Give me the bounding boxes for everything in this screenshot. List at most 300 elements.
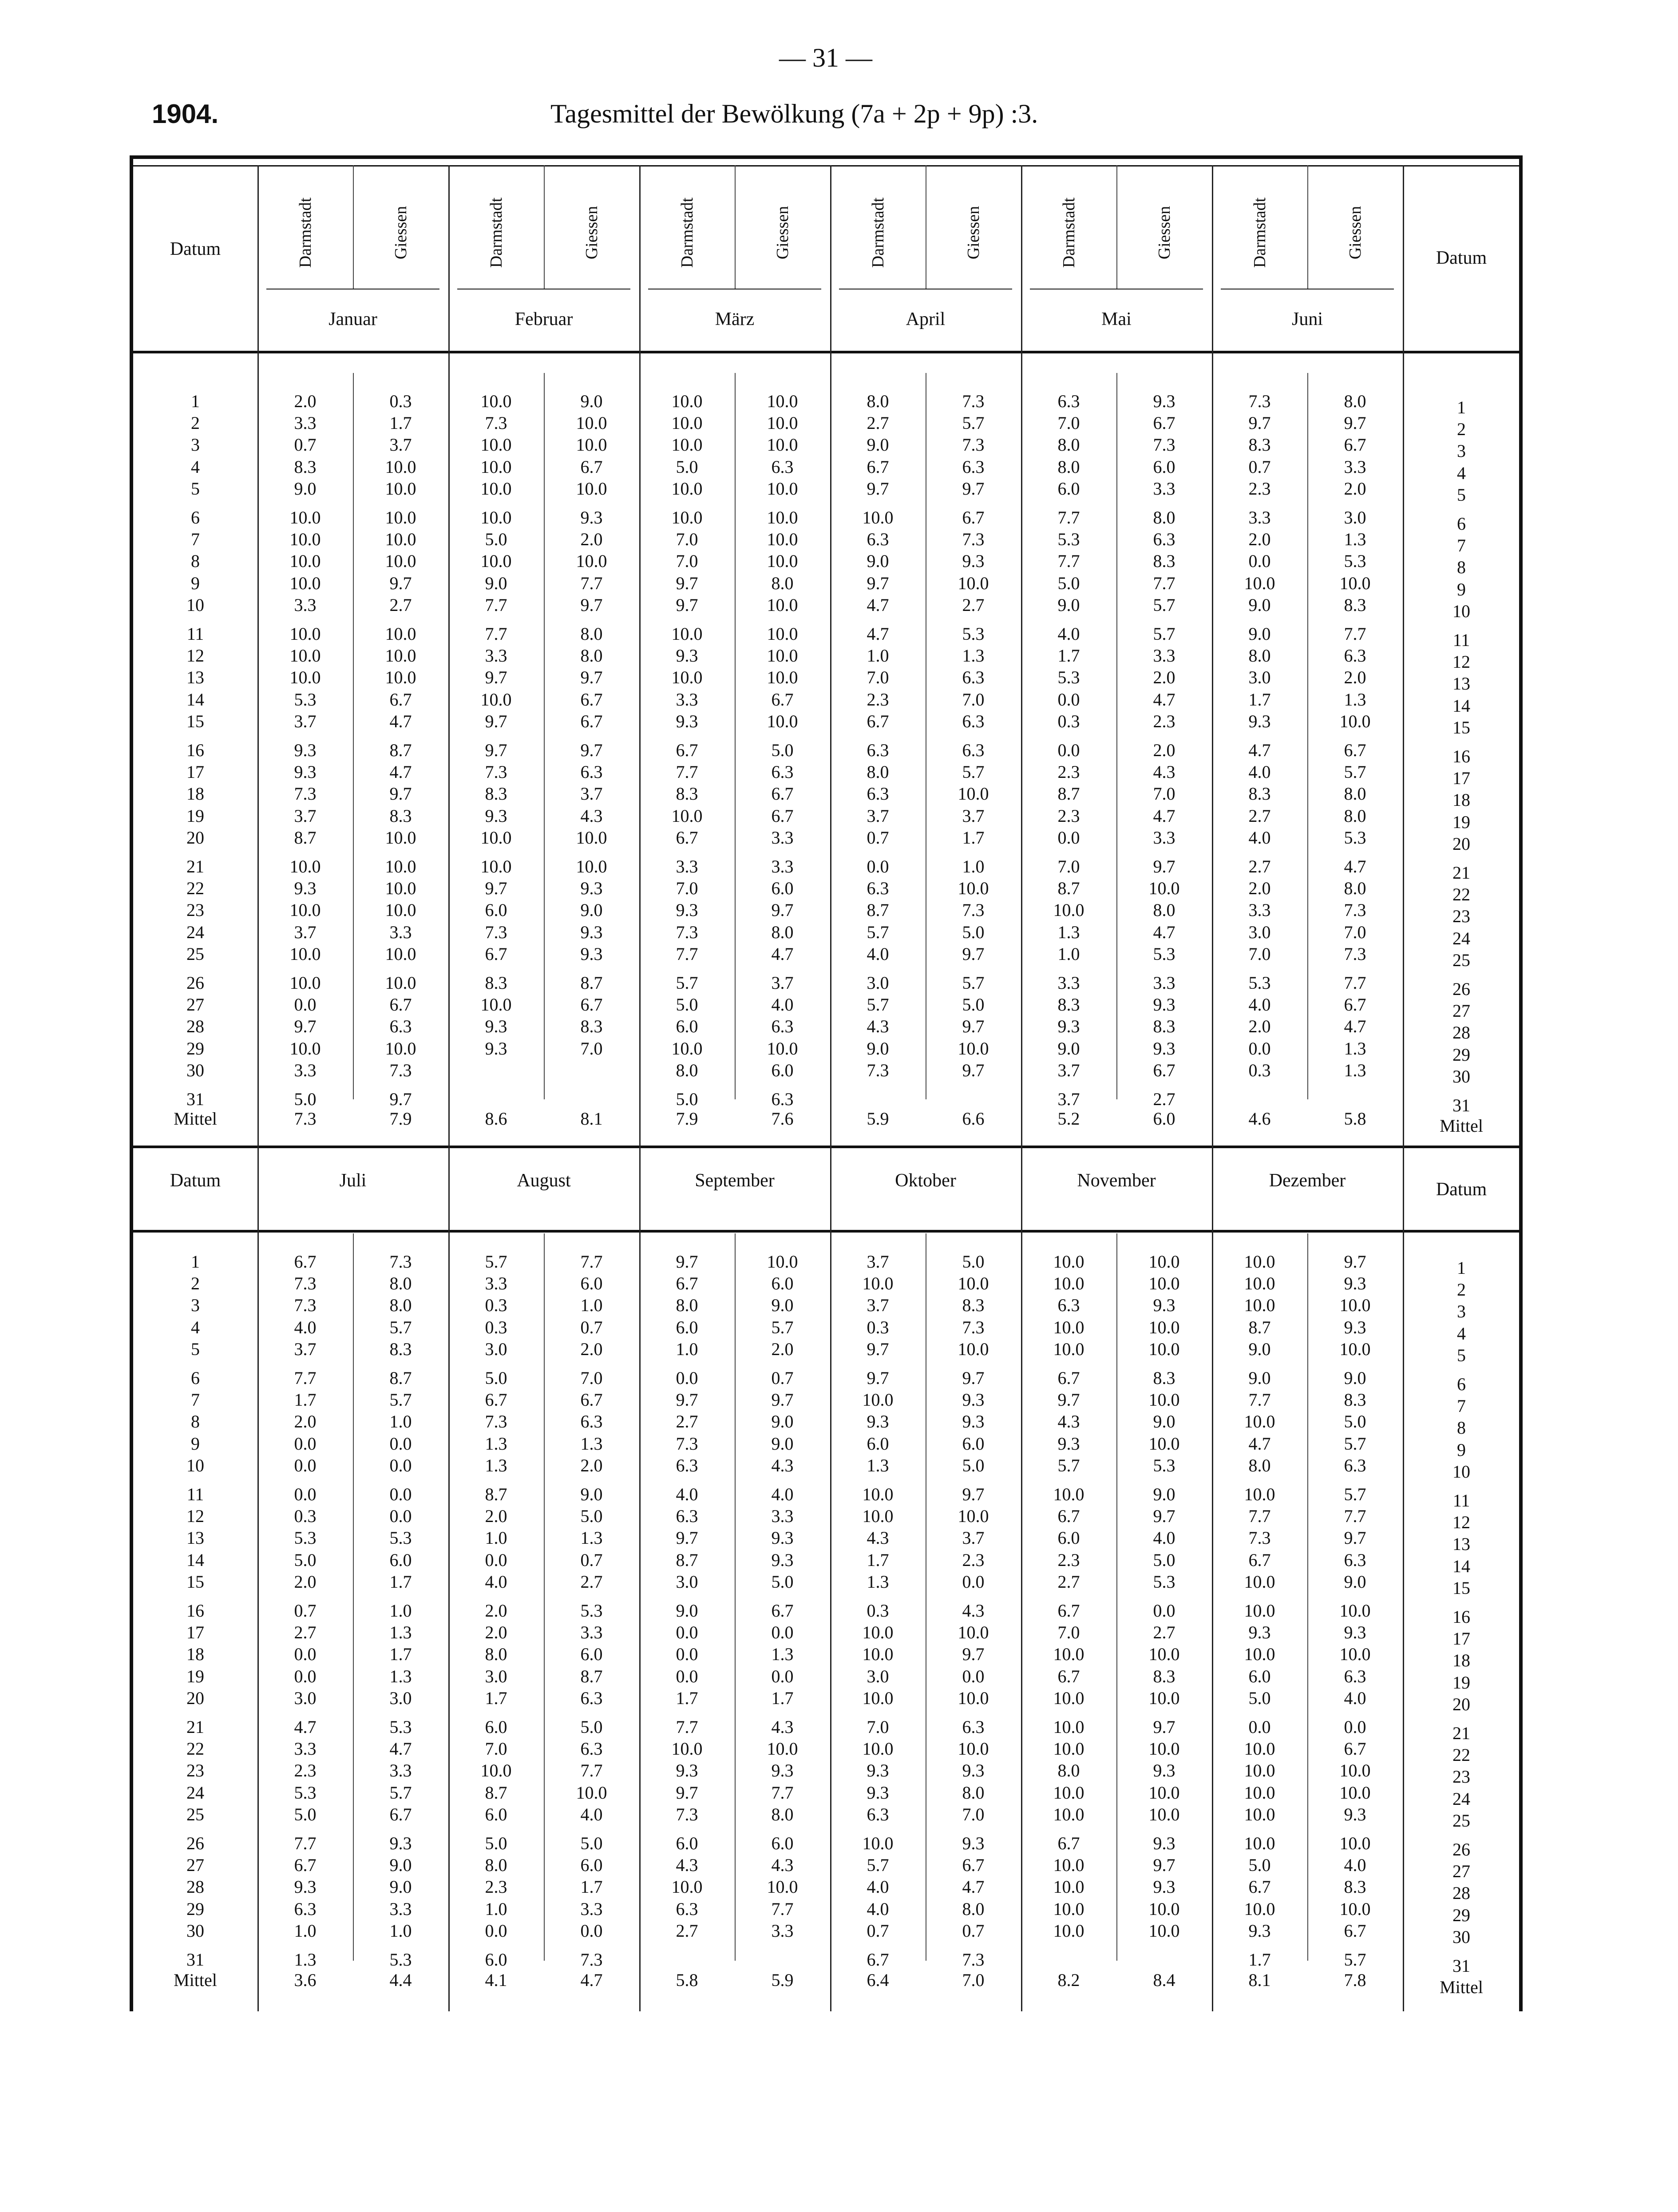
- value-cell: 5.7: [1153, 624, 1175, 644]
- value-cell: 10.0: [767, 624, 798, 644]
- value-cell: 9.3: [1153, 1877, 1175, 1897]
- value-cell: 7.3: [867, 1060, 889, 1080]
- value-cell: 1.3: [867, 1571, 889, 1592]
- value-cell: 1.3: [485, 1433, 507, 1454]
- value-cell: 9.0: [676, 1601, 698, 1621]
- value-cell: 0.0: [1248, 1717, 1271, 1737]
- value-cell: 4.0: [1153, 1528, 1175, 1548]
- value-cell: 9.7: [867, 478, 889, 499]
- value-cell: 6.7: [1057, 1833, 1080, 1853]
- value-cell: 9.7: [962, 943, 985, 964]
- value-cell: 8.3: [1344, 1877, 1366, 1897]
- value-cell: 4.7: [389, 711, 412, 731]
- day-label: 1: [191, 391, 200, 411]
- value-cell: 1.0: [389, 1920, 412, 1941]
- value-cell: 10.0: [385, 667, 416, 688]
- value-cell: 4.7: [1344, 856, 1366, 876]
- value-cell: 7.3: [962, 529, 985, 550]
- value-cell: 9.3: [1153, 1038, 1175, 1058]
- value-cell: 2.0: [1153, 740, 1175, 760]
- value-cell: 2.0: [1248, 1016, 1271, 1037]
- day-label: 16: [186, 740, 204, 760]
- day-label: 17: [1452, 768, 1470, 789]
- value-cell: 7.7: [1344, 624, 1366, 644]
- value-cell: 6.7: [1057, 1601, 1080, 1621]
- day-label: 3: [1457, 1301, 1466, 1322]
- station-header-giessen: Giessen: [964, 206, 983, 260]
- value-cell: 10.0: [671, 507, 703, 527]
- day-label: 5: [1457, 1345, 1466, 1365]
- value-cell: 8.0: [771, 1804, 794, 1824]
- value-cell: 10.0: [1244, 1411, 1275, 1432]
- day-label: 19: [1452, 812, 1470, 832]
- value-cell: 1.0: [294, 1920, 317, 1941]
- value-cell: 5.3: [1344, 827, 1366, 848]
- day-label: 6: [1457, 1374, 1466, 1394]
- value-cell: 6.3: [676, 1899, 698, 1919]
- value-cell: 10.0: [671, 805, 703, 826]
- value-cell: 4.3: [676, 1855, 698, 1875]
- day-label: 8: [1457, 557, 1466, 578]
- value-cell: 0.7: [294, 435, 317, 455]
- value-cell: 7.3: [294, 1295, 317, 1316]
- value-cell: 6.0: [389, 1550, 412, 1570]
- value-cell: 8.3: [676, 784, 698, 804]
- station-header-darmstadt: Darmstadt: [1059, 197, 1078, 268]
- value-cell: 9.7: [389, 784, 412, 804]
- day-label: 31: [1452, 1095, 1470, 1115]
- value-cell: 9.0: [867, 435, 889, 455]
- value-cell: 3.3: [389, 1760, 412, 1781]
- value-cell: 7.3: [485, 762, 507, 782]
- value-cell: 10.0: [1148, 1252, 1180, 1272]
- day-label: 9: [1457, 579, 1466, 599]
- day-label: 1: [1457, 397, 1466, 417]
- value-cell: 9.3: [1248, 711, 1271, 731]
- value-cell: 6.7: [1344, 995, 1366, 1015]
- value-cell: 10.0: [480, 827, 512, 848]
- value-cell: 2.0: [771, 1339, 794, 1359]
- value-cell: 3.7: [389, 435, 412, 455]
- value-cell: 3.0: [676, 1571, 698, 1592]
- day-label: 29: [186, 1899, 204, 1919]
- value-cell: 4.7: [867, 595, 889, 615]
- value-cell: 10.0: [385, 856, 416, 876]
- value-cell: 1.3: [1344, 529, 1366, 550]
- value-cell: 1.0: [389, 1411, 412, 1432]
- value-cell: 6.3: [1153, 529, 1175, 550]
- value-cell: 9.0: [580, 391, 603, 411]
- value-cell: 10.0: [1244, 573, 1275, 593]
- value-cell: 4.0: [1248, 827, 1271, 848]
- value-cell: 1.7: [389, 1644, 412, 1665]
- value-cell: 10.0: [1339, 1644, 1371, 1665]
- value-cell: 5.0: [676, 995, 698, 1015]
- day-label: 22: [186, 1739, 204, 1759]
- value-cell: 9.3: [1344, 1273, 1366, 1294]
- value-cell: 2.0: [1153, 667, 1175, 688]
- rule: [830, 165, 831, 1146]
- value-cell: 10.0: [1339, 573, 1371, 593]
- value-cell: 10.0: [1148, 1390, 1180, 1410]
- value-cell: 6.0: [867, 1433, 889, 1454]
- value-cell: 7.3: [962, 435, 985, 455]
- value-cell: 9.3: [580, 507, 603, 527]
- value-cell: 8.0: [962, 1782, 985, 1803]
- value-cell: 4.0: [485, 1571, 507, 1592]
- value-cell: 3.3: [294, 1739, 317, 1759]
- value-cell: 2.3: [485, 1877, 507, 1897]
- day-label: 5: [191, 1339, 200, 1359]
- value-cell: 5.7: [389, 1317, 412, 1337]
- value-cell: 4.7: [867, 624, 889, 644]
- value-cell: 7.0: [962, 1804, 985, 1824]
- value-cell: 9.7: [962, 1060, 985, 1080]
- value-cell: 5.7: [1057, 1455, 1080, 1475]
- value-cell: 10.0: [289, 551, 321, 571]
- value-cell: 8.7: [580, 1666, 603, 1686]
- value-cell: 9.3: [294, 878, 317, 899]
- value-cell: 8.7: [389, 740, 412, 760]
- value-cell: 3.7: [294, 1339, 317, 1359]
- value-cell: 5.0: [294, 1804, 317, 1824]
- value-cell: 3.0: [294, 1688, 317, 1708]
- value-cell: 3.0: [1248, 667, 1271, 688]
- value-cell: 3.0: [485, 1339, 507, 1359]
- month-header: August: [517, 1170, 571, 1191]
- value-cell: 10.0: [958, 1339, 989, 1359]
- value-cell: 9.7: [962, 478, 985, 499]
- value-cell: 3.3: [1248, 507, 1271, 527]
- value-cell: 2.3: [1057, 1550, 1080, 1570]
- station-header-giessen: Giessen: [773, 206, 792, 260]
- value-cell: 5.3: [389, 1717, 412, 1737]
- value-cell: 6.3: [580, 762, 603, 782]
- day-label: 20: [1452, 1694, 1470, 1714]
- datum-header: Datum: [1436, 248, 1487, 268]
- day-label: 3: [1457, 441, 1466, 461]
- value-cell: 9.3: [485, 805, 507, 826]
- month-header: Oktober: [895, 1170, 956, 1191]
- rule: [639, 1146, 641, 2011]
- value-cell: 8.3: [485, 784, 507, 804]
- value-cell: 10.0: [480, 478, 512, 499]
- value-cell: 0.0: [389, 1484, 412, 1504]
- value-cell: 0.0: [1153, 1601, 1175, 1621]
- value-cell: 7.7: [676, 762, 698, 782]
- value-cell: 9.7: [771, 1390, 794, 1410]
- day-label: 27: [1452, 1861, 1470, 1882]
- value-cell: 5.3: [294, 1528, 317, 1548]
- value-cell: 10.0: [385, 943, 416, 964]
- day-label: 26: [186, 1833, 204, 1853]
- value-cell: 5.0: [294, 1550, 317, 1570]
- mittel-value: 7.9: [676, 1109, 698, 1129]
- value-cell: 7.3: [580, 1950, 603, 1970]
- value-cell: 4.0: [1057, 624, 1080, 644]
- value-cell: 8.0: [485, 1855, 507, 1875]
- value-cell: 3.3: [771, 1920, 794, 1941]
- value-cell: 10.0: [1244, 1601, 1275, 1621]
- day-label: 25: [186, 1804, 204, 1824]
- value-cell: 6.3: [1344, 1666, 1366, 1686]
- value-cell: 5.7: [676, 973, 698, 993]
- value-cell: 7.3: [294, 1273, 317, 1294]
- value-cell: 8.7: [580, 973, 603, 993]
- value-cell: 1.0: [389, 1601, 412, 1621]
- value-cell: 9.3: [867, 1782, 889, 1803]
- value-cell: 8.3: [1344, 1390, 1366, 1410]
- value-cell: 6.7: [1057, 1368, 1080, 1388]
- value-cell: 4.3: [771, 1455, 794, 1475]
- value-cell: 7.7: [580, 1252, 603, 1272]
- value-cell: 2.0: [1248, 878, 1271, 899]
- value-cell: 8.0: [580, 624, 603, 644]
- value-cell: 8.3: [485, 973, 507, 993]
- value-cell: 0.0: [867, 856, 889, 876]
- value-cell: 5.0: [962, 995, 985, 1015]
- day-label: 11: [186, 1484, 204, 1504]
- value-cell: 9.7: [1153, 1717, 1175, 1737]
- value-cell: 0.0: [1248, 1038, 1271, 1058]
- month-header: März: [715, 309, 755, 329]
- value-cell: 2.3: [1057, 805, 1080, 826]
- value-cell: 9.7: [962, 1016, 985, 1037]
- month-header: Dezember: [1269, 1170, 1346, 1191]
- value-cell: 3.3: [1153, 478, 1175, 499]
- day-label: 16: [186, 1601, 204, 1621]
- value-cell: 10.0: [1244, 1899, 1275, 1919]
- value-cell: 0.7: [1248, 456, 1271, 477]
- value-cell: 6.7: [580, 689, 603, 710]
- page-number: — 31 —: [779, 43, 872, 72]
- value-cell: 10.0: [289, 624, 321, 644]
- value-cell: 0.0: [676, 1644, 698, 1665]
- value-cell: 5.3: [294, 1782, 317, 1803]
- value-cell: 10.0: [767, 1038, 798, 1058]
- value-cell: 1.7: [485, 1688, 507, 1708]
- day-label: 30: [1452, 1927, 1470, 1947]
- value-cell: 10.0: [480, 856, 512, 876]
- value-cell: 7.3: [962, 900, 985, 920]
- rule: [1116, 165, 1117, 289]
- value-cell: 10.0: [958, 878, 989, 899]
- rule: [257, 1146, 259, 2011]
- value-cell: 1.7: [771, 1688, 794, 1708]
- value-cell: 3.0: [1248, 922, 1271, 942]
- value-cell: 8.7: [485, 1484, 507, 1504]
- value-cell: 7.7: [1153, 573, 1175, 593]
- value-cell: 6.7: [962, 507, 985, 527]
- day-label: 30: [186, 1060, 204, 1080]
- value-cell: 5.0: [580, 1833, 603, 1853]
- value-cell: 10.0: [671, 667, 703, 688]
- value-cell: 9.0: [580, 1484, 603, 1504]
- value-cell: 4.3: [1057, 1411, 1080, 1432]
- rule: [735, 165, 736, 289]
- value-cell: 4.0: [1248, 995, 1271, 1015]
- value-cell: 8.7: [867, 900, 889, 920]
- day-label: 1: [1457, 1258, 1466, 1278]
- value-cell: 9.3: [1344, 1317, 1366, 1337]
- value-cell: 6.3: [867, 740, 889, 760]
- value-cell: 7.3: [485, 413, 507, 433]
- value-cell: 0.0: [294, 1666, 317, 1686]
- value-cell: 8.7: [676, 1550, 698, 1570]
- value-cell: 5.0: [962, 1252, 985, 1272]
- station-header-darmstadt: Darmstadt: [868, 197, 887, 268]
- value-cell: 8.0: [485, 1644, 507, 1665]
- value-cell: 6.7: [1057, 1506, 1080, 1526]
- value-cell: 10.0: [1244, 1739, 1275, 1759]
- value-cell: 7.7: [1057, 507, 1080, 527]
- value-cell: 9.0: [1248, 595, 1271, 615]
- mittel-value: 5.9: [771, 1970, 794, 1990]
- value-cell: 1.7: [389, 1571, 412, 1592]
- value-cell: 5.0: [771, 1571, 794, 1592]
- value-cell: 0.7: [580, 1550, 603, 1570]
- value-cell: 0.0: [1057, 689, 1080, 710]
- value-cell: 9.7: [580, 740, 603, 760]
- value-cell: 5.7: [389, 1782, 412, 1803]
- value-cell: 10.0: [1053, 900, 1084, 920]
- value-cell: 10.0: [767, 646, 798, 666]
- day-label: 31: [186, 1950, 204, 1970]
- value-cell: 10.0: [862, 1484, 894, 1504]
- value-cell: 10.0: [671, 435, 703, 455]
- month-header: Mai: [1101, 309, 1132, 329]
- value-cell: 6.7: [771, 784, 794, 804]
- value-cell: 8.0: [1344, 784, 1366, 804]
- value-cell: 1.7: [962, 827, 985, 848]
- value-cell: 10.0: [1339, 1760, 1371, 1781]
- value-cell: 3.3: [676, 689, 698, 710]
- value-cell: 1.0: [485, 1899, 507, 1919]
- value-cell: 10.0: [576, 827, 607, 848]
- value-cell: 10.0: [289, 507, 321, 527]
- day-label: 13: [1452, 1534, 1470, 1554]
- value-cell: 5.7: [867, 995, 889, 1015]
- value-cell: 5.0: [580, 1506, 603, 1526]
- day-label: 10: [186, 595, 204, 615]
- value-cell: 10.0: [1244, 1760, 1275, 1781]
- value-cell: 2.0: [294, 1571, 317, 1592]
- value-cell: 10.0: [480, 551, 512, 571]
- value-cell: 3.7: [580, 784, 603, 804]
- datum-header: Datum: [1436, 1179, 1487, 1200]
- value-cell: 10.0: [480, 456, 512, 477]
- rule: [1403, 165, 1404, 1146]
- value-cell: 1.3: [389, 1666, 412, 1686]
- value-cell: 4.0: [771, 1484, 794, 1504]
- value-cell: 3.0: [867, 1666, 889, 1686]
- value-cell: 1.3: [1344, 1038, 1366, 1058]
- value-cell: 10.0: [767, 529, 798, 550]
- day-label: 19: [186, 805, 204, 826]
- day-label: 7: [191, 1390, 200, 1410]
- day-label: 22: [186, 878, 204, 899]
- value-cell: 6.0: [771, 1833, 794, 1853]
- value-cell: 10.0: [576, 435, 607, 455]
- value-cell: 8.7: [294, 827, 317, 848]
- month-header: April: [906, 309, 946, 329]
- mittel-value: 6.0: [1153, 1109, 1175, 1129]
- value-cell: 3.7: [294, 805, 317, 826]
- value-cell: 4.7: [771, 943, 794, 964]
- value-cell: 6.7: [294, 1252, 317, 1272]
- value-cell: 2.7: [1248, 805, 1271, 826]
- value-cell: 6.3: [676, 1506, 698, 1526]
- value-cell: 10.0: [289, 1038, 321, 1058]
- value-cell: 6.0: [1248, 1666, 1271, 1686]
- value-cell: 10.0: [767, 478, 798, 499]
- value-cell: 9.3: [676, 900, 698, 920]
- rule: [1116, 1233, 1117, 1961]
- value-cell: 7.7: [580, 1760, 603, 1781]
- value-cell: 9.7: [676, 1528, 698, 1548]
- day-label: 16: [1452, 1607, 1470, 1627]
- value-cell: 10.0: [289, 667, 321, 688]
- value-cell: 7.7: [1248, 1506, 1271, 1526]
- value-cell: 6.7: [1344, 740, 1366, 760]
- value-cell: 0.0: [485, 1550, 507, 1570]
- value-cell: 10.0: [1148, 1782, 1180, 1803]
- value-cell: 6.0: [485, 1717, 507, 1737]
- day-label: 2: [1457, 419, 1466, 440]
- mittel-value: 5.8: [1344, 1109, 1366, 1129]
- value-cell: 10.0: [289, 573, 321, 593]
- value-cell: 10.0: [1148, 1317, 1180, 1337]
- value-cell: 9.3: [676, 1760, 698, 1781]
- day-label: 12: [186, 1506, 204, 1526]
- value-cell: 1.3: [1057, 922, 1080, 942]
- value-cell: 9.0: [389, 1855, 412, 1875]
- value-cell: 10.0: [480, 689, 512, 710]
- value-cell: 4.3: [867, 1528, 889, 1548]
- value-cell: 2.0: [485, 1601, 507, 1621]
- value-cell: 10.0: [767, 551, 798, 571]
- mittel-value: 8.1: [1248, 1970, 1271, 1990]
- value-cell: 7.3: [676, 1804, 698, 1824]
- value-cell: 0.0: [771, 1666, 794, 1686]
- value-cell: 3.0: [867, 973, 889, 993]
- value-cell: 10.0: [958, 1688, 989, 1708]
- day-label: 4: [191, 456, 200, 477]
- value-cell: 2.7: [676, 1411, 698, 1432]
- month-header: Februar: [514, 309, 573, 329]
- mittel-value: 6.6: [962, 1109, 985, 1129]
- value-cell: 6.0: [580, 1855, 603, 1875]
- value-cell: 0.0: [676, 1622, 698, 1643]
- value-cell: 9.3: [676, 646, 698, 666]
- value-cell: 8.0: [1153, 507, 1175, 527]
- value-cell: 7.3: [676, 922, 698, 942]
- value-cell: 10.0: [671, 478, 703, 499]
- value-cell: 0.0: [294, 1433, 317, 1454]
- value-cell: 8.0: [962, 1899, 985, 1919]
- mittel-value: 3.6: [294, 1970, 317, 1990]
- station-header-giessen: Giessen: [582, 206, 601, 260]
- value-cell: 9.0: [1344, 1368, 1366, 1388]
- value-cell: 10.0: [480, 391, 512, 411]
- mittel-label: Mittel: [174, 1970, 217, 1990]
- value-cell: 9.7: [676, 1782, 698, 1803]
- day-label: 5: [1457, 484, 1466, 505]
- value-cell: 2.0: [485, 1622, 507, 1643]
- value-cell: 5.7: [1344, 1433, 1366, 1454]
- value-cell: 10.0: [576, 1782, 607, 1803]
- value-cell: 9.3: [962, 551, 985, 571]
